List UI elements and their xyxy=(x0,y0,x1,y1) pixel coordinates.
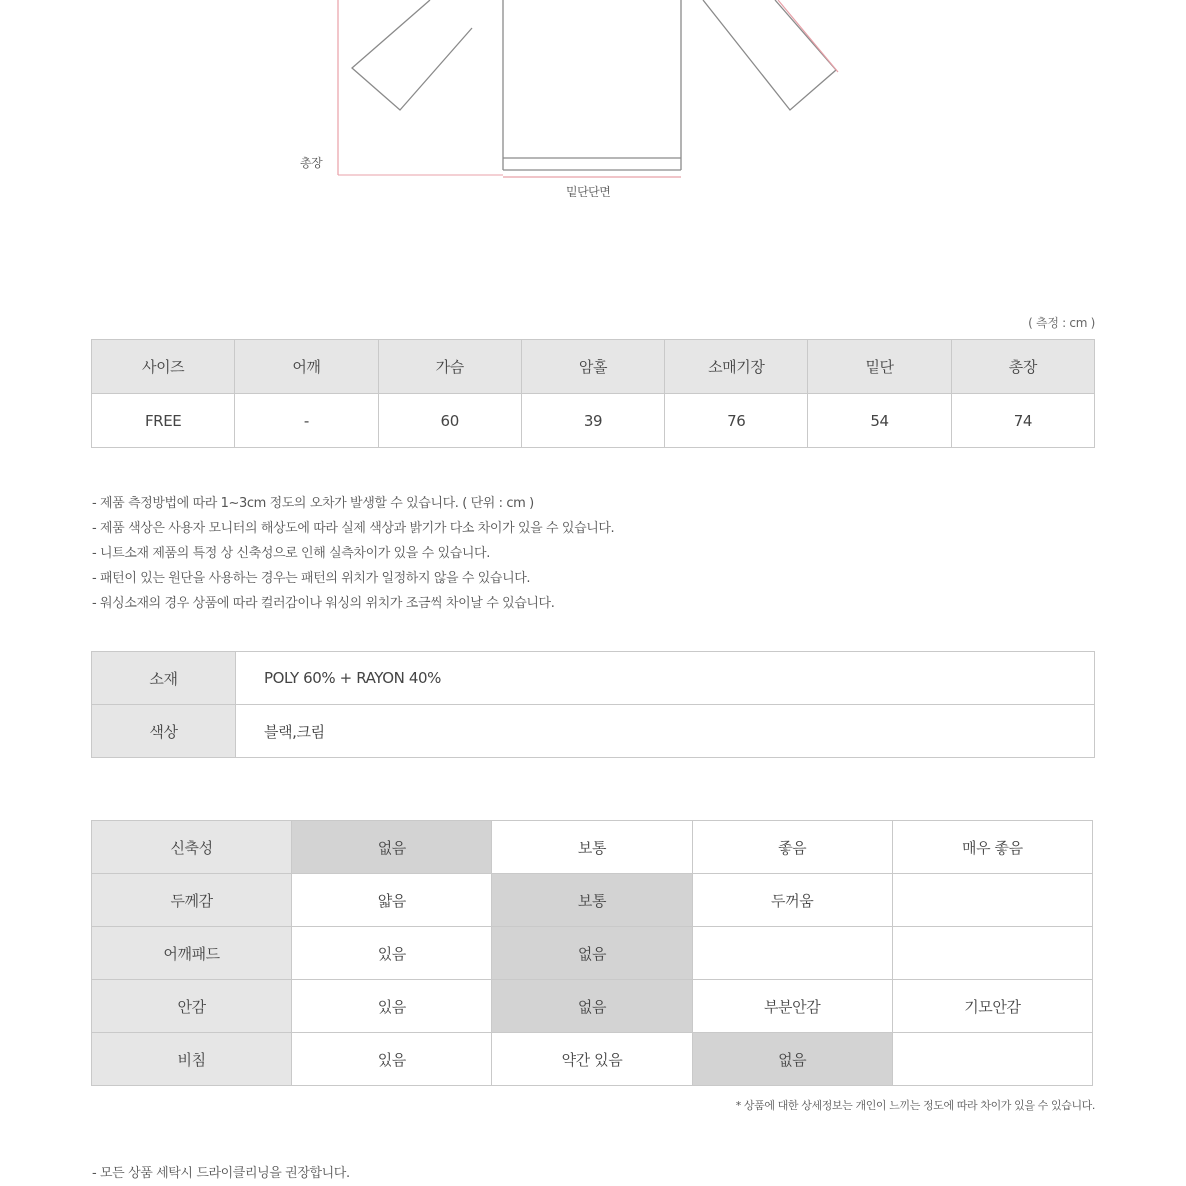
detail-footnote: * 상품에 대한 상세정보는 개인이 느끼는 정도에 따라 차이가 있을 수 있습니다. xyxy=(735,1099,1095,1112)
attribute-option: 좋음 xyxy=(692,821,892,874)
attribute-option: 두꺼움 xyxy=(692,874,892,927)
size-table-header-row xyxy=(92,340,1095,394)
attribute-row-stretch xyxy=(92,821,1093,874)
attribute-label: 안감 xyxy=(92,980,292,1033)
attribute-option-selected: 없음 xyxy=(692,1033,892,1086)
size-value-cell: 76 xyxy=(665,394,808,448)
attribute-option: 있음 xyxy=(292,927,492,980)
attribute-row-thickness xyxy=(92,874,1093,927)
attribute-row-shoulder-pad xyxy=(92,927,1093,980)
color-value: 블랙,크림 xyxy=(236,705,1095,758)
size-value-cell: 60 xyxy=(378,394,521,448)
size-header-cell: 소매기장 xyxy=(665,340,808,394)
size-header-cell: 사이즈 xyxy=(92,340,235,394)
note-item: - 니트소재 제품의 특정 상 신축성으로 인해 실측차이가 있을 수 있습니다. xyxy=(92,546,490,561)
size-header-cell: 어깨 xyxy=(235,340,378,394)
note-item: - 패턴이 있는 원단을 사용하는 경우는 패턴의 위치가 일정하지 않을 수 있습니다. xyxy=(92,571,531,586)
attribute-row-see-through xyxy=(92,1033,1093,1086)
note-item: - 워싱소재의 경우 상품에 따라 컬러감이나 워싱의 위치가 조금씩 차이날 수 있습니다. xyxy=(92,596,555,611)
garment-diagram xyxy=(0,0,1186,230)
size-value-cell: - xyxy=(235,394,378,448)
attribute-option: 부분안감 xyxy=(692,980,892,1033)
attribute-option: 보통 xyxy=(492,821,692,874)
size-value-cell: 54 xyxy=(808,394,951,448)
size-header-cell: 암홀 xyxy=(521,340,664,394)
size-value-cell: 39 xyxy=(521,394,664,448)
attribute-option-selected: 보통 xyxy=(492,874,692,927)
care-note: - 모든 상품 세탁시 드라이클리닝을 권장합니다. xyxy=(92,1166,350,1181)
color-label: 색상 xyxy=(92,705,236,758)
material-value: POLY 60% + RAYON 40% xyxy=(236,652,1095,705)
attribute-label: 신축성 xyxy=(92,821,292,874)
attribute-option-selected: 없음 xyxy=(492,980,692,1033)
length-label: 총장 xyxy=(300,156,323,170)
material-row xyxy=(92,652,1095,705)
note-item: - 제품 색상은 사용자 모니터의 해상도에 따라 실제 색상과 밝기가 다소 차이가 있을 수 있습니다. xyxy=(92,521,615,536)
note-item: - 제품 측정방법에 따라 1~3cm 정도의 오차가 발생할 수 있습니다. ( 단위 : cm ) xyxy=(92,496,534,511)
attribute-option: 있음 xyxy=(292,980,492,1033)
attribute-option-selected: 없음 xyxy=(492,927,692,980)
color-row xyxy=(92,705,1095,758)
size-header-cell: 가슴 xyxy=(378,340,521,394)
attribute-option xyxy=(892,874,1092,927)
attribute-option xyxy=(892,927,1092,980)
notes-list xyxy=(92,491,614,616)
attribute-label: 어깨패드 xyxy=(92,927,292,980)
attribute-label: 두께감 xyxy=(92,874,292,927)
attribute-option: 기모안감 xyxy=(892,980,1092,1033)
size-table xyxy=(91,339,1095,448)
material-label: 소재 xyxy=(92,652,236,705)
size-header-cell: 밑단 xyxy=(808,340,951,394)
material-table xyxy=(91,651,1095,758)
attribute-table xyxy=(91,820,1093,1086)
size-value-cell: FREE xyxy=(92,394,235,448)
unit-note: ( 측정 : cm ) xyxy=(1028,316,1095,330)
attribute-option: 약간 있음 xyxy=(492,1033,692,1086)
attribute-option: 얇음 xyxy=(292,874,492,927)
attribute-option: 있음 xyxy=(292,1033,492,1086)
size-header-cell: 총장 xyxy=(951,340,1094,394)
attribute-option: 매우 좋음 xyxy=(892,821,1092,874)
hem-label: 밑단단면 xyxy=(566,185,611,199)
attribute-option-selected: 없음 xyxy=(292,821,492,874)
attribute-row-lining xyxy=(92,980,1093,1033)
size-table-row xyxy=(92,394,1095,448)
attribute-option xyxy=(692,927,892,980)
attribute-label: 비침 xyxy=(92,1033,292,1086)
attribute-option xyxy=(892,1033,1092,1086)
size-value-cell: 74 xyxy=(951,394,1094,448)
